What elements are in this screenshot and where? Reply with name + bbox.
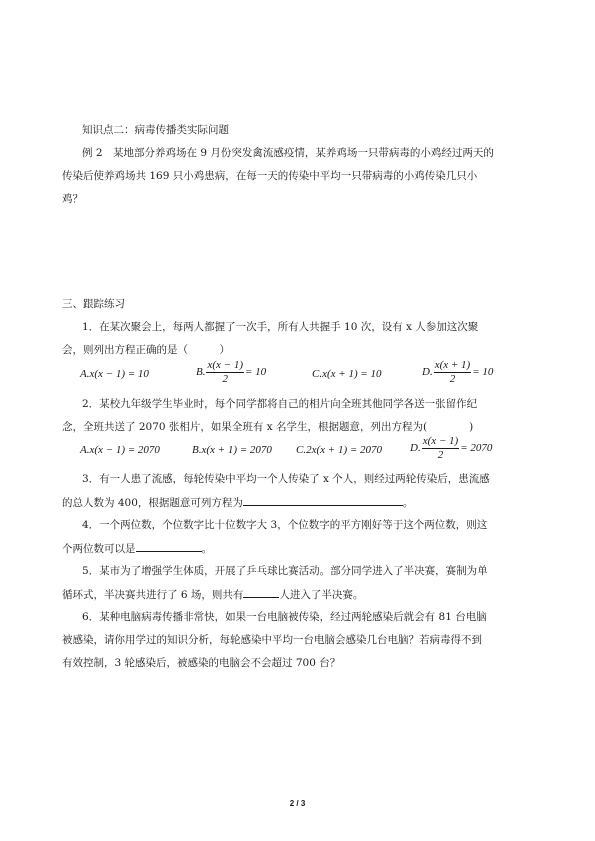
- question-1-option-a: A.x(x − 1) = 10: [80, 368, 149, 380]
- section-heading-practice: 三、跟踪练习: [62, 298, 125, 310]
- question-5-line-2: 循环式，半决赛共进行了 6 场，则共有 人进入了半决赛。: [62, 589, 364, 601]
- question-2-option-d: D. $\frac{x(x - 1)}{2}$ = 2070: [410, 435, 493, 461]
- question-2-line-2: 念，全班共送了 2070 张相片，如果全班有 x 名学生，根据题意，列出方程为( ): [62, 421, 474, 433]
- question-5-answer-blank[interactable]: [243, 587, 279, 598]
- question-2-option-a: A.x(x − 1) = 2070: [80, 444, 160, 456]
- question-2-option-d-fraction: $\frac{x(x - 1)}{2}$: [422, 435, 459, 461]
- section-heading-knowledge-point-2: 知识点二：病毒传播类实际问题: [82, 124, 229, 136]
- question-5-line-1: 5．某市为了增强学生体质，开展了乒乓球比赛活动。部分同学进入了半决赛，赛制为单: [82, 565, 488, 577]
- question-2-option-b: B.x(x + 1) = 2070: [192, 444, 272, 456]
- example-2-line-1: 例 2 某地部分养鸡场在 9 月份突发禽流感疫情，某养鸡场一只带病毒的小鸡经过两天的: [82, 147, 494, 159]
- question-1-option-c: C.x(x + 1) = 10: [312, 368, 382, 380]
- question-2-line-1: 2．某校九年级学生毕业时，每个同学都将自己的相片向全班其他同学各送一张留作纪: [82, 398, 478, 410]
- question-1-option-b: B. $\frac{x(x - 1)}{2}$ = 10: [196, 359, 267, 385]
- question-2-option-c: C.2x(x + 1) = 2070: [296, 444, 383, 456]
- question-6-line-3: 有效控制，3 轮感染后，被感染的电脑会不会超过 700 台？: [62, 657, 341, 669]
- question-6-line-1: 6．某种电脑病毒传播非常快，如果一台电脑被传染，经过两轮感染后就会有 81 台电脑: [82, 611, 487, 623]
- example-2-line-2: 传染后使养鸡场共 169 只小鸡患病，在每一天的传染中平均一只带病毒的小鸡传染几只小: [62, 170, 478, 182]
- question-1-option-d: D. $\frac{x(x + 1)}{2}$ = 10: [422, 359, 494, 385]
- question-1-line-1: 1．在某次聚会上，每两人都握了一次手，所有人共握手 10 次，设有 x 人参加这次聚: [82, 321, 479, 333]
- question-1-option-d-fraction: $\frac{x(x + 1)}{2}$: [434, 359, 471, 385]
- page-number: 2 / 3: [289, 799, 306, 808]
- question-4-answer-blank[interactable]: [136, 541, 202, 552]
- question-4-line-2: 个两位数可以是 。: [62, 543, 212, 555]
- question-3-answer-blank[interactable]: [243, 495, 403, 506]
- question-3-line-1: 3．有一人患了流感，每轮传染中平均一个人传染了 x 个人，则经过两轮传染后，患流感: [82, 473, 490, 485]
- question-1-line-2: 会，则列出方程正确的是（ ）: [62, 344, 230, 356]
- question-3-line-2: 的总人数为 400，根据题意可列方程为 。: [62, 497, 414, 509]
- example-2-line-3: 鸡？: [62, 193, 83, 205]
- question-4-line-1: 4．一个两位数，个位数字比十位数字大 3，个位数字的平方刚好等于这个两位数，则这: [82, 519, 488, 531]
- question-1-option-b-fraction: $\frac{x(x - 1)}{2}$: [207, 359, 243, 385]
- question-6-line-2: 被感染，请你用学过的知识分析，每轮感染中平均一台电脑会感染几台电脑？若病毒得不到: [62, 634, 482, 646]
